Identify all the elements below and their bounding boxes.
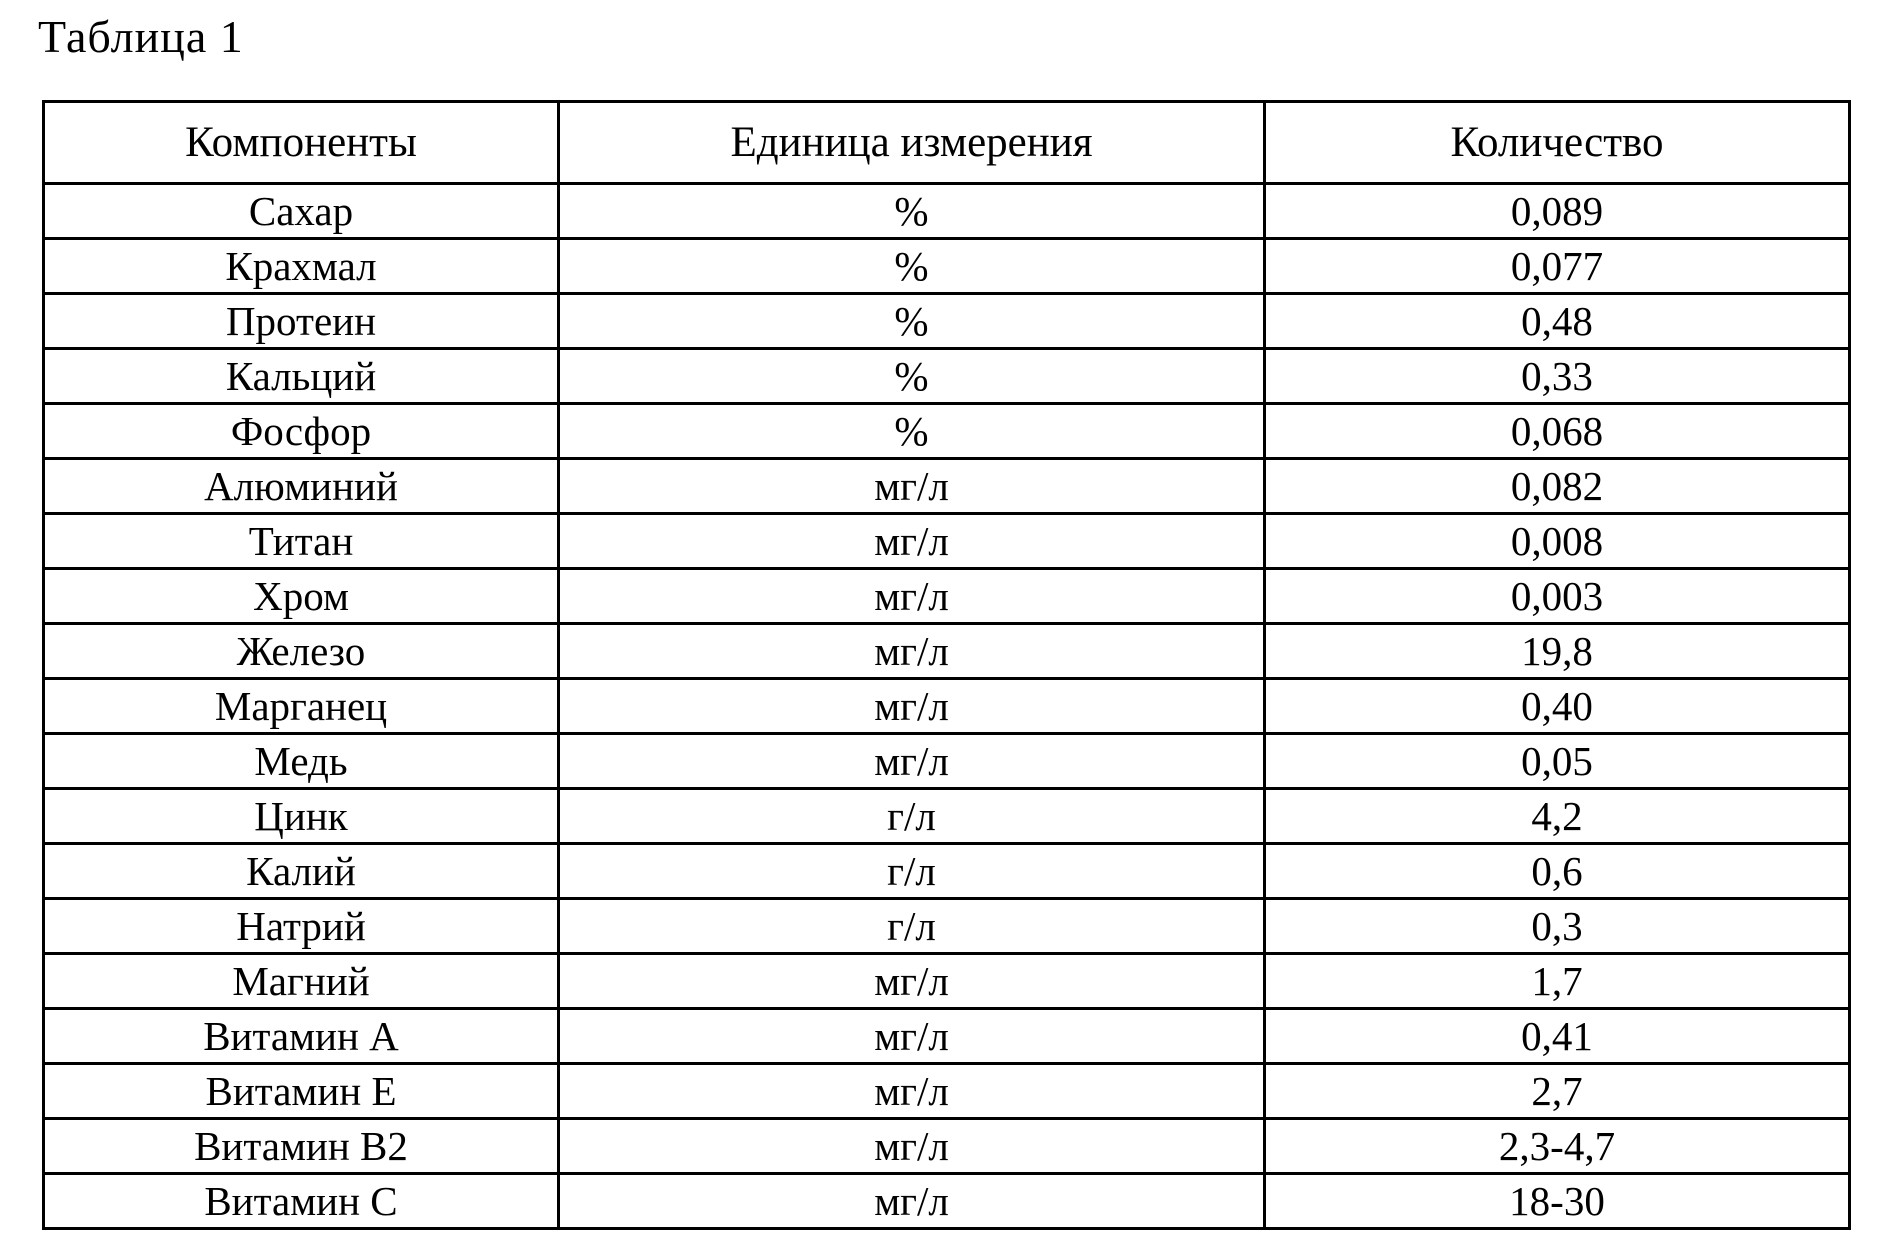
- quantity-cell: 0,089: [1265, 184, 1850, 239]
- header-row: [44, 102, 1850, 184]
- component-name-cell: Цинк: [44, 789, 559, 844]
- unit-cell: мг/л: [559, 624, 1265, 679]
- table-row: [44, 514, 1850, 569]
- unit-cell: %: [559, 184, 1265, 239]
- quantity-cell: 0,33: [1265, 349, 1850, 404]
- unit-cell: мг/л: [559, 954, 1265, 1009]
- quantity-cell: 1,7: [1265, 954, 1850, 1009]
- components-table: [42, 100, 1851, 1230]
- table-row: [44, 1174, 1850, 1229]
- table-body: [44, 184, 1850, 1229]
- unit-cell: мг/л: [559, 679, 1265, 734]
- table-row: [44, 239, 1850, 294]
- table-row: [44, 569, 1850, 624]
- quantity-cell: 0,48: [1265, 294, 1850, 349]
- unit-cell: %: [559, 349, 1265, 404]
- quantity-cell: 4,2: [1265, 789, 1850, 844]
- unit-cell: г/л: [559, 844, 1265, 899]
- component-name-cell: Крахмал: [44, 239, 559, 294]
- component-name-cell: Железо: [44, 624, 559, 679]
- unit-cell: мг/л: [559, 514, 1265, 569]
- table-row: [44, 459, 1850, 514]
- quantity-cell: 0,40: [1265, 679, 1850, 734]
- quantity-cell: 19,8: [1265, 624, 1850, 679]
- component-name-cell: Кальций: [44, 349, 559, 404]
- component-name-cell: Витамин С: [44, 1174, 559, 1229]
- component-name-cell: Магний: [44, 954, 559, 1009]
- table-row: [44, 404, 1850, 459]
- component-name-cell: Витамин В2: [44, 1119, 559, 1174]
- component-name-cell: Медь: [44, 734, 559, 789]
- unit-cell: г/л: [559, 899, 1265, 954]
- component-name-cell: Натрий: [44, 899, 559, 954]
- table-row: [44, 1064, 1850, 1119]
- table-row: [44, 954, 1850, 1009]
- unit-cell: %: [559, 294, 1265, 349]
- table-title: Таблица 1: [38, 11, 244, 62]
- unit-cell: мг/л: [559, 459, 1265, 514]
- header-components: Компоненты: [44, 102, 559, 184]
- unit-cell: мг/л: [559, 1119, 1265, 1174]
- table-row: [44, 734, 1850, 789]
- quantity-cell: 0,41: [1265, 1009, 1850, 1064]
- quantity-cell: 0,082: [1265, 459, 1850, 514]
- quantity-cell: 0,068: [1265, 404, 1850, 459]
- table-row: [44, 1119, 1850, 1174]
- unit-cell: мг/л: [559, 1009, 1265, 1064]
- component-name-cell: Фосфор: [44, 404, 559, 459]
- table-row: [44, 789, 1850, 844]
- quantity-cell: 0,3: [1265, 899, 1850, 954]
- table-row: [44, 844, 1850, 899]
- component-name-cell: Титан: [44, 514, 559, 569]
- component-name-cell: Протеин: [44, 294, 559, 349]
- header-unit-of-measure: Единица измерения: [559, 102, 1265, 184]
- unit-cell: мг/л: [559, 569, 1265, 624]
- unit-cell: мг/л: [559, 1174, 1265, 1229]
- header-quantity: Количество: [1265, 102, 1850, 184]
- table-row: [44, 899, 1850, 954]
- unit-cell: мг/л: [559, 1064, 1265, 1119]
- table-row: [44, 184, 1850, 239]
- quantity-cell: 0,077: [1265, 239, 1850, 294]
- table-row: [44, 349, 1850, 404]
- unit-cell: мг/л: [559, 734, 1265, 789]
- table-row: [44, 294, 1850, 349]
- quantity-cell: 0,003: [1265, 569, 1850, 624]
- component-name-cell: Сахар: [44, 184, 559, 239]
- quantity-cell: 18-30: [1265, 1174, 1850, 1229]
- table-row: [44, 624, 1850, 679]
- quantity-cell: 0,008: [1265, 514, 1850, 569]
- quantity-cell: 2,3-4,7: [1265, 1119, 1850, 1174]
- component-name-cell: Алюминий: [44, 459, 559, 514]
- unit-cell: г/л: [559, 789, 1265, 844]
- component-name-cell: Калий: [44, 844, 559, 899]
- unit-cell: %: [559, 404, 1265, 459]
- table-row: [44, 1009, 1850, 1064]
- unit-cell: %: [559, 239, 1265, 294]
- table-row: [44, 679, 1850, 734]
- quantity-cell: 0,6: [1265, 844, 1850, 899]
- quantity-cell: 0,05: [1265, 734, 1850, 789]
- component-name-cell: Хром: [44, 569, 559, 624]
- quantity-cell: 2,7: [1265, 1064, 1850, 1119]
- component-name-cell: Марганец: [44, 679, 559, 734]
- component-name-cell: Витамин А: [44, 1009, 559, 1064]
- component-name-cell: Витамин Е: [44, 1064, 559, 1119]
